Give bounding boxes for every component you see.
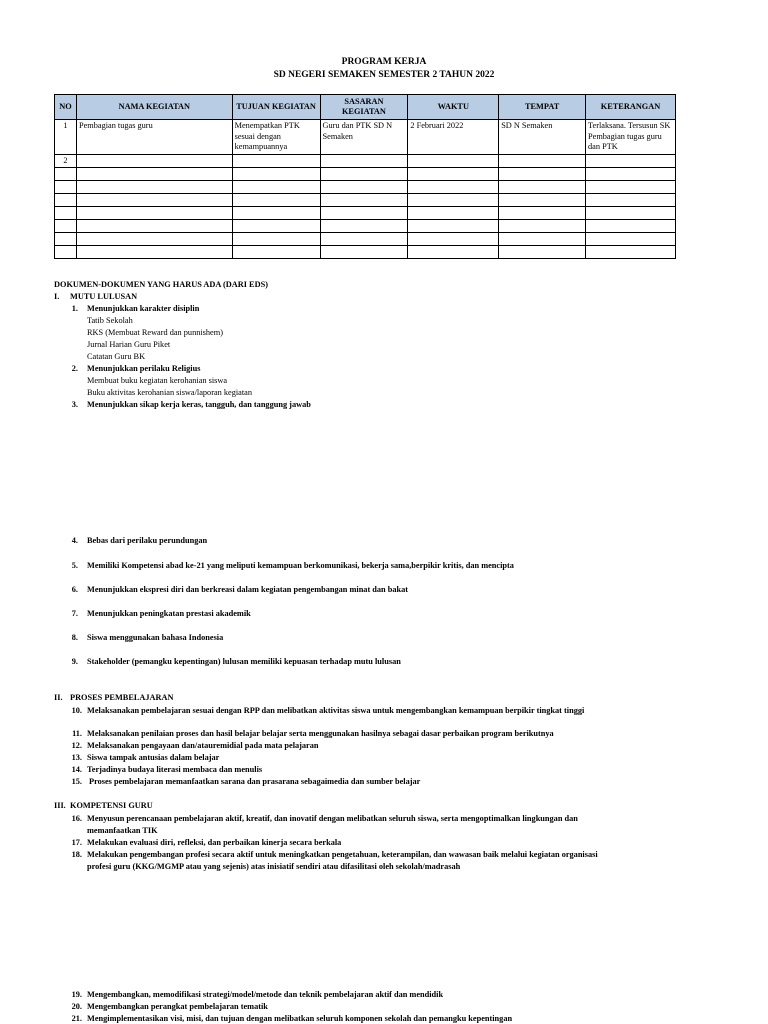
table-header-row bbox=[55, 95, 676, 120]
table-cell bbox=[499, 207, 586, 220]
table-cell: 2 Februari 2022 bbox=[408, 120, 499, 155]
item-17: Melakukan evaluasi diri, refleksi, dan perbaikan kinerja secara berkala bbox=[87, 838, 342, 847]
table-cell bbox=[232, 194, 320, 207]
item-number: 8. bbox=[71, 633, 78, 642]
section-1-title: MUTU LULUSAN bbox=[70, 292, 138, 301]
table-cell bbox=[499, 194, 586, 207]
table-cell bbox=[408, 207, 499, 220]
item-number: 15. bbox=[71, 777, 82, 786]
table-cell bbox=[232, 246, 320, 259]
program-table bbox=[54, 94, 676, 259]
item-number: 20. bbox=[71, 1002, 82, 1011]
table-cell bbox=[232, 207, 320, 220]
table-cell bbox=[232, 233, 320, 246]
section-1-roman: I. bbox=[54, 292, 60, 301]
item-2-sub: Membuat buku kegiatan kerohanian siswa bbox=[87, 376, 228, 385]
column-header: KETERANGAN bbox=[586, 95, 676, 120]
column-header: WAKTU bbox=[408, 95, 499, 120]
item-number: 16. bbox=[71, 814, 82, 823]
document-subtitle: SD NEGERI SEMAKEN SEMESTER 2 TAHUN 2022 bbox=[273, 70, 495, 80]
item-number: 1. bbox=[71, 304, 78, 313]
table-cell bbox=[76, 194, 232, 207]
item-11: Melaksanakan penilaian proses dan hasil belajar belajar serta menggunakan hasilnya sebagai dasar perbaikan program berikutnya bbox=[87, 729, 554, 738]
item-16-cont: memanfaatkan TIK bbox=[87, 826, 158, 835]
table-cell bbox=[408, 154, 499, 168]
section-2-roman: II. bbox=[54, 693, 63, 702]
section-2-title: PROSES PEMBELAJARAN bbox=[70, 693, 174, 702]
item-1-sub: RKS (Membuat Reward dan punnishem) bbox=[87, 328, 223, 337]
item-number: 18. bbox=[71, 850, 82, 859]
item-14: Terjadinya budaya literasi membaca dan menulis bbox=[87, 765, 263, 774]
column-header: NAMA KEGIATAN bbox=[76, 95, 232, 120]
table-cell bbox=[499, 168, 586, 181]
item-1-sub: Jurnal Harian Guru Piket bbox=[87, 340, 171, 349]
table-body bbox=[55, 120, 676, 259]
item-number: 12. bbox=[71, 741, 82, 750]
table-cell bbox=[55, 246, 77, 259]
table-row bbox=[55, 181, 676, 194]
table-cell bbox=[232, 154, 320, 168]
table-cell bbox=[320, 246, 408, 259]
column-header: SASARAN KEGIATAN bbox=[320, 95, 408, 120]
item-18-cont: profesi guru (KKG/MGMP atau yang sejenis) atas inisiatif sendiri atau difasilitasi oleh sekolah/madrasah bbox=[87, 862, 461, 871]
table-cell bbox=[408, 181, 499, 194]
table-cell bbox=[55, 233, 77, 246]
table-cell bbox=[499, 220, 586, 233]
item-number: 7. bbox=[71, 609, 78, 618]
item-number: 6. bbox=[71, 585, 78, 594]
item-13: Siswa tampak antusias dalam belajar bbox=[87, 753, 220, 762]
table-cell bbox=[76, 233, 232, 246]
item-number: 21. bbox=[71, 1014, 82, 1023]
table-cell: 2 bbox=[55, 154, 77, 168]
table-cell bbox=[232, 168, 320, 181]
item-number: 13. bbox=[71, 753, 82, 762]
item-1-sub: Tatib Sekolah bbox=[87, 316, 133, 325]
table-cell bbox=[320, 194, 408, 207]
item-15: Proses pembelajaran memanfaatkan sarana dan prasarana sebagaimedia dan sumber belajar bbox=[89, 777, 421, 786]
table-row bbox=[55, 154, 676, 168]
table-cell: Terlaksana. Tersusun SK Pembagian tugas guru dan PTK bbox=[586, 120, 676, 155]
table-cell bbox=[55, 207, 77, 220]
item-10: Melaksanakan pembelajaran sesuai dengan RPP dan melibatkan aktivitas siswa untuk mengembangkan kemampuan berpikir tingkat tinggi bbox=[87, 706, 585, 715]
item-8: Siswa menggunakan bahasa Indonesia bbox=[87, 633, 224, 642]
table-row bbox=[55, 207, 676, 220]
table-cell bbox=[76, 207, 232, 220]
table-row bbox=[55, 120, 676, 155]
column-header: TUJUAN KEGIATAN bbox=[232, 95, 320, 120]
table-cell bbox=[499, 246, 586, 259]
item-16: Menyusun perencanaan pembelajaran aktif, kreatif, dan inovatif dengan melibatkan seluruh siswa, serta mengoptimalkan lingkungan dan bbox=[87, 814, 578, 823]
table-cell bbox=[499, 181, 586, 194]
table-cell bbox=[320, 168, 408, 181]
table-cell bbox=[76, 168, 232, 181]
table-cell bbox=[586, 194, 676, 207]
item-number: 14. bbox=[71, 765, 82, 774]
table-cell bbox=[408, 194, 499, 207]
table-cell: 1 bbox=[55, 120, 77, 155]
table-cell bbox=[408, 168, 499, 181]
table-cell bbox=[55, 194, 77, 207]
item-3: Menunjukkan sikap kerja keras, tangguh, dan tanggung jawab bbox=[87, 400, 311, 409]
table-cell bbox=[76, 220, 232, 233]
table-cell bbox=[76, 154, 232, 168]
item-number: 19. bbox=[71, 990, 82, 999]
table-cell bbox=[320, 233, 408, 246]
item-number: 4. bbox=[71, 536, 78, 545]
item-1: Menunjukkan karakter disiplin bbox=[87, 304, 200, 313]
item-5: Memiliki Kompetensi abad ke-21 yang meliputi kemampuan berkomunikasi, bekerja sama,berpikir kritis, dan mencipta bbox=[87, 561, 514, 570]
table-cell bbox=[408, 246, 499, 259]
item-number: 11. bbox=[72, 729, 82, 738]
table-cell bbox=[586, 233, 676, 246]
item-12: Melaksanakan pengayaan dan/atauremidial pada mata pelajaran bbox=[87, 741, 319, 750]
item-19: Mengembangkan, memodifikasi strategi/model/metode dan teknik pembelajaran aktif dan mendidik bbox=[87, 990, 444, 999]
table-cell bbox=[320, 154, 408, 168]
table-row bbox=[55, 220, 676, 233]
item-21: Mengimplementasikan visi, misi, dan tujuan dengan melibatkan seluruh komponen sekolah dan pemangku kepentingan bbox=[87, 1014, 513, 1023]
item-4: Bebas dari perilaku perundungan bbox=[87, 536, 208, 545]
table-row bbox=[55, 194, 676, 207]
column-header: TEMPAT bbox=[499, 95, 586, 120]
table-cell bbox=[408, 233, 499, 246]
section-3-title: KOMPETENSI GURU bbox=[70, 801, 153, 810]
table-cell bbox=[586, 207, 676, 220]
table-cell bbox=[55, 181, 77, 194]
table-cell: Guru dan PTK SD N Semaken bbox=[320, 120, 408, 155]
table-cell bbox=[76, 246, 232, 259]
table-cell bbox=[232, 181, 320, 194]
table-cell bbox=[499, 154, 586, 168]
table-cell bbox=[55, 168, 77, 181]
table-cell bbox=[586, 220, 676, 233]
table-cell bbox=[320, 220, 408, 233]
item-number: 10. bbox=[71, 706, 82, 715]
document-title: PROGRAM KERJA bbox=[341, 57, 427, 67]
item-number: 5. bbox=[71, 561, 78, 570]
table-cell bbox=[408, 220, 499, 233]
item-number: 3. bbox=[71, 400, 78, 409]
table-cell bbox=[586, 246, 676, 259]
table-row bbox=[55, 233, 676, 246]
table-cell bbox=[586, 181, 676, 194]
item-2-sub: Buku aktivitas kerohanian siswa/laporan kegiatan bbox=[87, 388, 252, 397]
table-cell bbox=[320, 207, 408, 220]
table-cell bbox=[586, 168, 676, 181]
item-number: 9. bbox=[71, 657, 78, 666]
section-3-roman: III. bbox=[54, 801, 66, 810]
item-2: Menunjukkan perilaku Religius bbox=[87, 364, 201, 373]
item-7: Menunjukkan peningkatan prestasi akademik bbox=[87, 609, 251, 618]
table-cell: SD N Semaken bbox=[499, 120, 586, 155]
doc-heading: DOKUMEN-DOKUMEN YANG HARUS ADA (DARI EDS) bbox=[54, 280, 268, 289]
table-cell bbox=[586, 154, 676, 168]
item-6: Menunjukkan ekspresi diri dan berkreasi dalam kegiatan pengembangan minat dan bakat bbox=[87, 585, 409, 594]
table-cell bbox=[55, 220, 77, 233]
table-cell bbox=[499, 233, 586, 246]
column-header: NO bbox=[55, 95, 77, 120]
table-cell: Pembagian tugas guru bbox=[76, 120, 232, 155]
table-cell bbox=[232, 220, 320, 233]
item-20: Mengembangkan perangkat pembelajaran tematik bbox=[87, 1002, 268, 1011]
item-number: 2. bbox=[71, 364, 78, 373]
item-number: 17. bbox=[71, 838, 82, 847]
table-cell bbox=[320, 181, 408, 194]
item-1-sub: Catatan Guru BK bbox=[87, 352, 146, 361]
table-cell bbox=[76, 181, 232, 194]
table-cell: Menempatkan PTK sesuai dengan kemampuannya bbox=[232, 120, 320, 155]
item-9: Stakeholder (pemangku kepentingan) lulusan memiliki kepuasan terhadap mutu lulusan bbox=[87, 657, 401, 666]
table-row bbox=[55, 168, 676, 181]
table-row bbox=[55, 246, 676, 259]
item-18: Melakukan pengembangan profesi secara aktif untuk meningkatkan pengetahuan, keterampilan, dan wawasan baik melalui kegiatan organisasi bbox=[87, 850, 598, 859]
